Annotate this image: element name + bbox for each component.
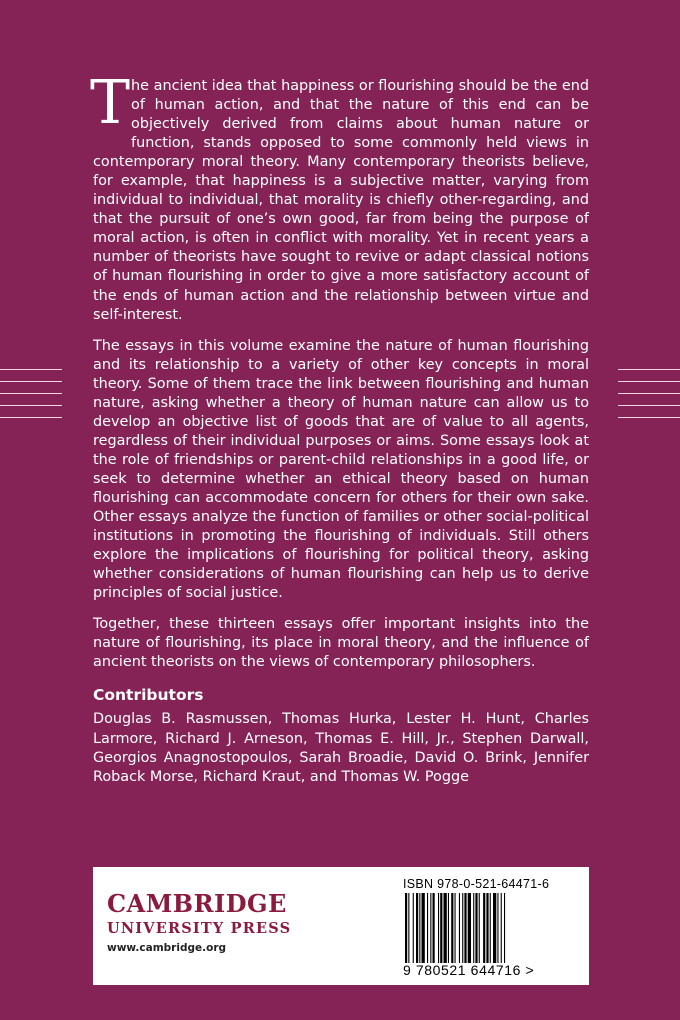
publisher-box: [93, 867, 589, 985]
publisher-name-line-2: UNIVERSITY PRESS: [107, 920, 292, 937]
right-decorative-rules: [618, 369, 680, 429]
isbn-label: ISBN 978-0-521-64471-6: [403, 877, 550, 891]
paragraph-1-text: he ancient idea that happiness or flourishing should be the end of human action, and that the nature of this end can be objectively derived from claims about human nature or function, stands opposed to some commonly held views in contemporary moral theory. Many contemporary theorists believe, for example, that happiness is a subjective matter, varying from individual to individual, that morality is chiefly other-regarding, and that the pursuit of one’s own good, far from being the purpose of moral action, is often in conflict with morality. Yet in recent years a number of theorists have sought to revive or adapt classical notions of human flourishing in order to give a more satisfactory account of the ends of human action and the relationship between virtue and self-interest.: [93, 78, 589, 323]
blurb-paragraph-2: The essays in this volume examine the nature of human flourishing and its relationship to a variety of other key concepts in moral theory. Some of them trace the link between flourishing and human nature, asking whether a theory of human nature can allow us to develop an objective list of goods that are of value to all agents, regardless of their individual purposes or aims. Some essays look at the role of friendships or parent-child relationships in a good life, or seek to determine whether an ethical theory based on human flourishing can accommodate concern for others for their own sake. Other essays analyze the function of families or other social-political institutions in promoting the flourishing of individuals. Still others explore the implications of flourishing for political theory, asking whether considerations of human flourishing can help us to derive principles of social justice.: [93, 337, 589, 602]
publisher-name-line-1: CAMBRIDGE: [107, 889, 287, 918]
blurb-paragraph-3: Together, these thirteen essays offer important insights into the nature of flourishing, its place in moral theory, and the influence of ancient theorists on the views of contemporary philosophers.: [93, 616, 589, 671]
contributors-heading: Contributors: [93, 686, 204, 705]
blurb-text: [90, 68, 589, 799]
isbn-digits: 9 780521 644716 >: [403, 962, 535, 978]
drop-cap: T: [90, 68, 131, 138]
publisher-url: www.cambridge.org: [107, 942, 227, 954]
barcode-icon: [403, 893, 563, 963]
isbn-block: [403, 877, 573, 978]
left-decorative-rules: [0, 369, 62, 429]
contributors-list: Douglas B. Rasmussen, Thomas Hurka, Lester H. Hunt, Charles Larmore, Richard J. Arneson, Thomas E. Hill, Jr., Stephen Darwall, Georgios Anagnostopoulos, Sarah Broadie, David O. Brink, Jennifer Roback Morse, Richard Kraut, and Thomas W. Pogge: [93, 711, 589, 785]
blurb-paragraph-1: [90, 68, 589, 325]
publisher-logo: [107, 889, 291, 954]
